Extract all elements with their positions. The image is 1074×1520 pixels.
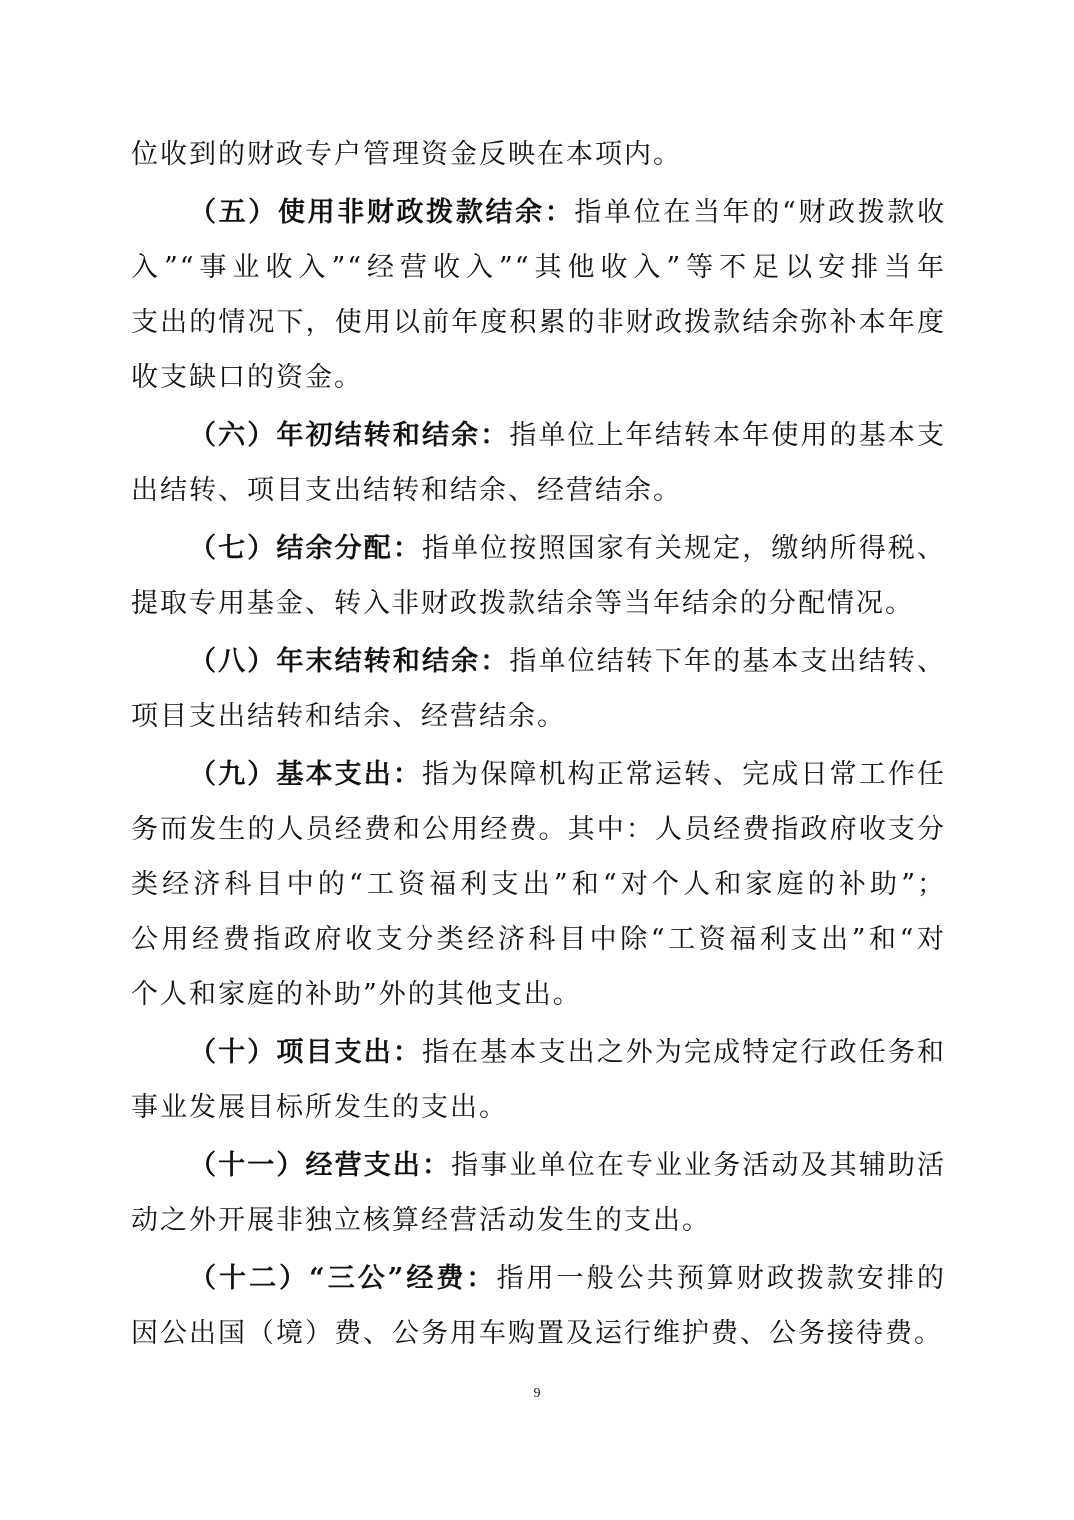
line-text: 指单位结转下年的基本支出结转、 bbox=[509, 646, 947, 677]
definition-paragraph bbox=[131, 747, 946, 1022]
line-text: 动之外开展非独立核算经营活动发生的支出。 bbox=[131, 1205, 711, 1236]
line-text: 支出的情况下，使用以前年度积累的非财政拨款结余弥补本年度 bbox=[131, 307, 946, 338]
paragraph-line bbox=[131, 1306, 946, 1361]
paragraph-line bbox=[131, 185, 946, 240]
line-text: 公用经费指政府收支分类经济科目中除“工资福利支出”和“对 bbox=[131, 924, 946, 955]
paragraph-line bbox=[131, 1025, 946, 1080]
term-heading: （十一）经营支出： bbox=[189, 1150, 452, 1181]
paragraph-line bbox=[131, 912, 946, 967]
paragraph-line bbox=[131, 857, 946, 912]
definition-paragraph bbox=[131, 408, 946, 518]
definition-paragraph bbox=[131, 521, 946, 631]
paragraph-continuation: 位收到的财政专户管理资金反映在本项内。 bbox=[131, 139, 682, 170]
page-number: 9 bbox=[533, 1386, 541, 1401]
paragraph-line bbox=[131, 1080, 946, 1135]
definition-paragraph bbox=[131, 1138, 946, 1248]
line-text: 项目支出结转和结余、经营结余。 bbox=[131, 701, 566, 732]
term-heading: （八）年末结转和结余： bbox=[189, 646, 510, 677]
line-text: 指单位上年结转本年使用的基本支 bbox=[509, 420, 947, 451]
line-text: 出结转、项目支出结转和结余、经营结余。 bbox=[131, 475, 682, 506]
paragraph-line bbox=[131, 463, 946, 518]
line-text: 因公出国（境）费、公务用车购置及运行维护费、公务接待费。 bbox=[131, 1318, 943, 1349]
definition-paragraph bbox=[131, 185, 946, 405]
term-heading: （七）结余分配： bbox=[189, 533, 422, 564]
term-heading: （十）项目支出： bbox=[189, 1037, 422, 1068]
line-text: 务而发生的人员经费和公用经费。其中：人员经费指政府收支分 bbox=[131, 814, 946, 845]
line-text: 指单位按照国家有关规定，缴纳所得税、 bbox=[421, 533, 947, 564]
paragraph-line bbox=[131, 521, 946, 576]
paragraph-line bbox=[131, 747, 946, 802]
line-text: 指事业单位在专业业务活动及其辅助活 bbox=[451, 1150, 947, 1181]
line-text: 指在基本支出之外为完成特定行政任务和 bbox=[421, 1037, 947, 1068]
line-text: 事业发展目标所发生的支出。 bbox=[131, 1092, 508, 1123]
line-text: 入”“事业收入”“经营收入”“其他收入”等不足以安排当年 bbox=[131, 252, 946, 283]
paragraph-line bbox=[131, 295, 946, 350]
line-text: 指单位在当年的“财政拨款收 bbox=[574, 197, 946, 228]
paragraph-line bbox=[131, 240, 946, 295]
line-text: 个人和家庭的补助”外的其他支出。 bbox=[131, 979, 582, 1010]
line-text: 提取专用基金、转入非财政拨款结余等当年结余的分配情况。 bbox=[131, 588, 914, 619]
line-text: 指用一般公共预算财政拨款安排的 bbox=[496, 1263, 947, 1294]
paragraph-line bbox=[131, 689, 946, 744]
definition-paragraph bbox=[131, 634, 946, 744]
paragraph-line bbox=[131, 1251, 946, 1306]
paragraph-line bbox=[131, 576, 946, 631]
paragraph-line bbox=[131, 802, 946, 857]
paragraph-line bbox=[131, 1193, 946, 1248]
paragraph-line bbox=[131, 408, 946, 463]
line-text: 指为保障机构正常运转、完成日常工作任 bbox=[421, 759, 947, 790]
paragraph-line bbox=[131, 967, 946, 1022]
document-body bbox=[131, 127, 946, 1361]
term-heading: （五）使用非财政拨款结余： bbox=[189, 197, 575, 228]
paragraph-line bbox=[131, 634, 946, 689]
definition-paragraph bbox=[131, 1025, 946, 1135]
term-heading: （十二）“三公”经费： bbox=[189, 1263, 497, 1294]
term-heading: （六）年初结转和结余： bbox=[189, 420, 510, 451]
line-text: 收支缺口的资金。 bbox=[131, 362, 363, 393]
definition-paragraph bbox=[131, 1251, 946, 1361]
term-heading: （九）基本支出： bbox=[189, 759, 422, 790]
line-text: 类经济科目中的“工资福利支出”和“对个人和家庭的补助”； bbox=[131, 869, 946, 900]
paragraph-line bbox=[131, 350, 946, 405]
paragraph-line bbox=[131, 1138, 946, 1193]
